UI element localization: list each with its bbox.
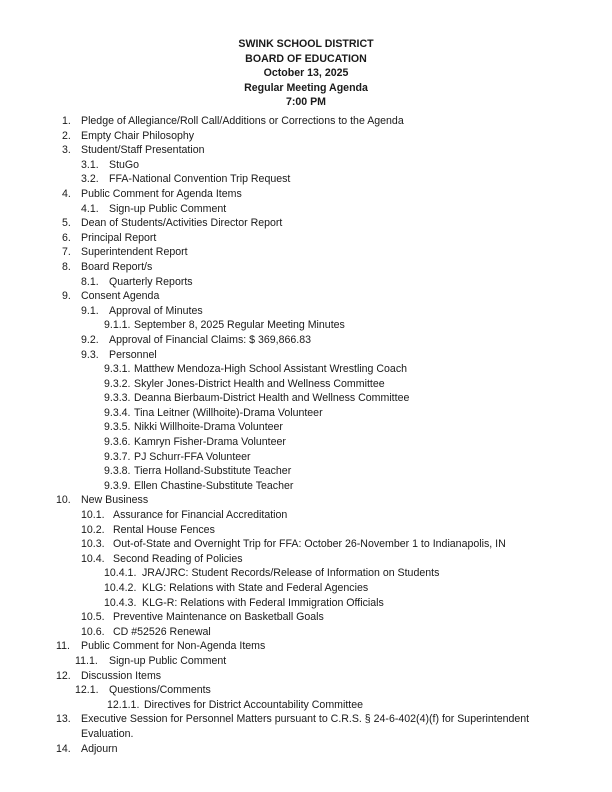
item-text: Second Reading of Policies: [113, 552, 243, 565]
item-text: Adjourn: [81, 742, 118, 755]
item-text: Consent Agenda: [81, 290, 160, 303]
item-text: Personnel: [109, 348, 157, 361]
agenda-subsubitem: [0, 420, 612, 435]
item-text: PJ Schurr-FFA Volunteer: [134, 450, 251, 463]
item-number: 5.: [62, 217, 71, 230]
agenda-subsubitem: [0, 435, 612, 450]
agenda-item: [0, 129, 612, 144]
item-text: Superintendent Report: [81, 246, 188, 259]
item-number: 12.1.: [75, 684, 99, 697]
agenda-subsubitem: [0, 698, 612, 713]
item-text: JRA/JRC: Student Records/Release of Information on Students: [142, 567, 440, 580]
agenda-subsubitem: [0, 406, 612, 421]
item-text: Public Comment for Agenda Items: [81, 187, 242, 200]
item-number: 9.3.3.: [104, 392, 131, 405]
agenda-subitem: [0, 537, 612, 552]
item-number: 10.: [56, 494, 71, 507]
item-text: Executive Session for Personnel Matters pursuant to C.R.S. § 24-6-402(4)(f) for Superintendent Evaluation.: [81, 713, 530, 740]
item-text: Sign-up Public Comment: [109, 202, 227, 215]
item-number: 10.1.: [81, 509, 105, 522]
item-text: KLG-R: Relations with Federal Immigration Officials: [142, 596, 384, 609]
item-number: 10.6.: [81, 625, 105, 638]
agenda-item: [0, 289, 612, 304]
item-text: Public Comment for Non-Agenda Items: [81, 640, 266, 653]
item-text: Nikki Willhoite-Drama Volunteer: [134, 421, 283, 434]
agenda-subitem: [0, 625, 612, 640]
item-number: 9.: [62, 290, 71, 303]
item-text: Student/Staff Presentation: [81, 144, 205, 157]
agenda-subitem: [0, 172, 612, 187]
item-number: 10.4.2.: [104, 582, 137, 594]
meeting-time: 7:00 PM: [285, 96, 327, 109]
item-number: 11.1.: [75, 654, 98, 667]
item-number: 3.1.: [81, 158, 99, 171]
agenda-item: [0, 245, 612, 260]
item-text: Board Report/s: [81, 260, 153, 273]
agenda-subsubitem: [0, 391, 612, 406]
item-text: Principal Report: [81, 231, 157, 244]
item-text: Sign-up Public Comment: [109, 654, 227, 667]
item-number: 10.4.1.: [104, 567, 137, 580]
agenda-subitem: [0, 610, 612, 625]
agenda-subitem: [0, 523, 612, 538]
item-text: Empty Chair Philosophy: [81, 129, 195, 142]
agenda-subsubitem: [0, 377, 612, 392]
item-number: 9.3.6.: [104, 436, 131, 449]
item-text: Rental House Fences: [113, 523, 215, 536]
item-text: Pledge of Allegiance/Roll Call/Additions or Corrections to the Agenda: [81, 115, 404, 127]
agenda-subitem: [0, 202, 612, 217]
item-number: 10.4.: [81, 552, 105, 565]
agenda-subitem: [0, 683, 612, 698]
agenda-subitem: [0, 158, 612, 173]
agenda-list: [0, 114, 612, 756]
agenda-subitem: [0, 348, 612, 363]
board-name: BOARD OF EDUCATION: [245, 52, 367, 65]
item-number: 9.3.: [81, 348, 99, 361]
agenda-subsubitem: [0, 450, 612, 465]
item-number: 11.: [56, 640, 70, 653]
agenda-subsubitem: [0, 566, 612, 581]
agenda-item: [0, 712, 612, 741]
item-number: 10.4.3.: [104, 596, 137, 609]
item-number: 8.1.: [81, 275, 99, 288]
meeting-title: Regular Meeting Agenda: [244, 81, 368, 94]
agenda-subsubitem: [0, 581, 612, 596]
agenda-item: [0, 114, 612, 129]
agenda-item: [0, 669, 612, 684]
item-text: Approval of Financial Claims: $ 369,866.83: [109, 333, 311, 346]
item-number: 3.2.: [81, 173, 99, 186]
agenda-item: [0, 231, 612, 246]
item-text: Tierra Holland-Substitute Teacher: [134, 465, 292, 478]
agenda-subitem: [0, 508, 612, 523]
item-text: Skyler Jones-District Health and Wellness Committee: [134, 377, 385, 390]
agenda-item: [0, 216, 612, 231]
agenda-subsubitem: [0, 362, 612, 377]
item-text: Questions/Comments: [109, 684, 211, 697]
item-text: Approval of Minutes: [109, 304, 203, 317]
item-text: Quarterly Reports: [109, 275, 193, 288]
item-number: 9.2.: [81, 333, 99, 346]
item-number: 9.1.: [81, 304, 99, 317]
agenda-item: [0, 143, 612, 158]
item-text: Dean of Students/Activities Director Report: [81, 217, 283, 230]
item-number: 9.3.2.: [104, 377, 131, 390]
item-number: 12.: [56, 669, 71, 682]
agenda-subsubitem: [0, 464, 612, 479]
item-text: KLG: Relations with State and Federal Agencies: [142, 582, 369, 594]
agenda-item: [0, 742, 612, 757]
agenda-subsubitem: [0, 596, 612, 611]
item-number: 9.3.4.: [104, 406, 131, 419]
agenda-subitem: [0, 552, 612, 567]
document-header: [0, 37, 612, 110]
item-number: 13.: [56, 713, 71, 726]
item-number: 9.1.1.: [104, 319, 131, 332]
item-text: Tina Leitner (Willhoite)-Drama Volunteer: [134, 406, 323, 419]
item-text: September 8, 2025 Regular Meeting Minutes: [134, 319, 345, 332]
item-number: 4.: [62, 187, 71, 200]
agenda-subsubitem: [0, 479, 612, 494]
item-text: Preventive Maintenance on Basketball Goals: [113, 611, 324, 624]
item-text: Directives for District Accountability Committee: [144, 698, 363, 711]
item-number: 12.1.1.: [107, 698, 140, 711]
item-text: CD #52526 Renewal: [113, 625, 211, 638]
item-number: 10.3.: [81, 538, 105, 551]
item-number: 9.3.5.: [104, 421, 131, 434]
agenda-item: [0, 187, 612, 202]
item-text: FFA-National Convention Trip Request: [109, 173, 291, 186]
item-number: 7.: [62, 246, 71, 259]
item-number: 9.3.8.: [104, 465, 131, 478]
item-text: Out-of-State and Overnight Trip for FFA: October 26-November 1 to Indianapolis, IN: [113, 538, 506, 551]
district-name: SWINK SCHOOL DISTRICT: [238, 38, 374, 50]
item-number: 9.3.7.: [104, 450, 131, 463]
item-text: Kamryn Fisher-Drama Volunteer: [134, 436, 286, 449]
agenda-item: [0, 639, 612, 654]
item-number: 10.2.: [81, 523, 105, 536]
item-number: 4.1.: [81, 202, 99, 215]
agenda-subitem: [0, 275, 612, 290]
agenda-item: [0, 493, 612, 508]
agenda-subitem: [0, 304, 612, 319]
item-text: Deanna Bierbaum-District Health and Wellness Committee: [134, 392, 410, 405]
item-number: 3.: [62, 144, 71, 157]
item-number: 10.5.: [81, 611, 105, 624]
item-number: 6.: [62, 231, 71, 244]
item-text: New Business: [81, 494, 149, 507]
item-text: Assurance for Financial Accreditation: [113, 509, 288, 522]
item-number: 1.: [62, 115, 71, 127]
item-text: Discussion Items: [81, 669, 162, 682]
item-number: 2.: [62, 129, 71, 142]
item-number: 9.3.9.: [104, 479, 131, 492]
meeting-date: October 13, 2025: [263, 67, 349, 80]
agenda-item: [0, 260, 612, 275]
item-number: 14.: [56, 742, 71, 755]
item-text: StuGo: [109, 158, 140, 171]
agenda-subitem: [0, 333, 612, 348]
item-text: Matthew Mendoza-High School Assistant Wrestling Coach: [134, 363, 408, 376]
item-number: 9.3.1.: [104, 363, 131, 376]
item-number: 8.: [62, 260, 71, 273]
agenda-subitem: [0, 654, 612, 669]
item-text: Ellen Chastine-Substitute Teacher: [134, 479, 294, 492]
agenda-subsubitem: [0, 318, 612, 333]
